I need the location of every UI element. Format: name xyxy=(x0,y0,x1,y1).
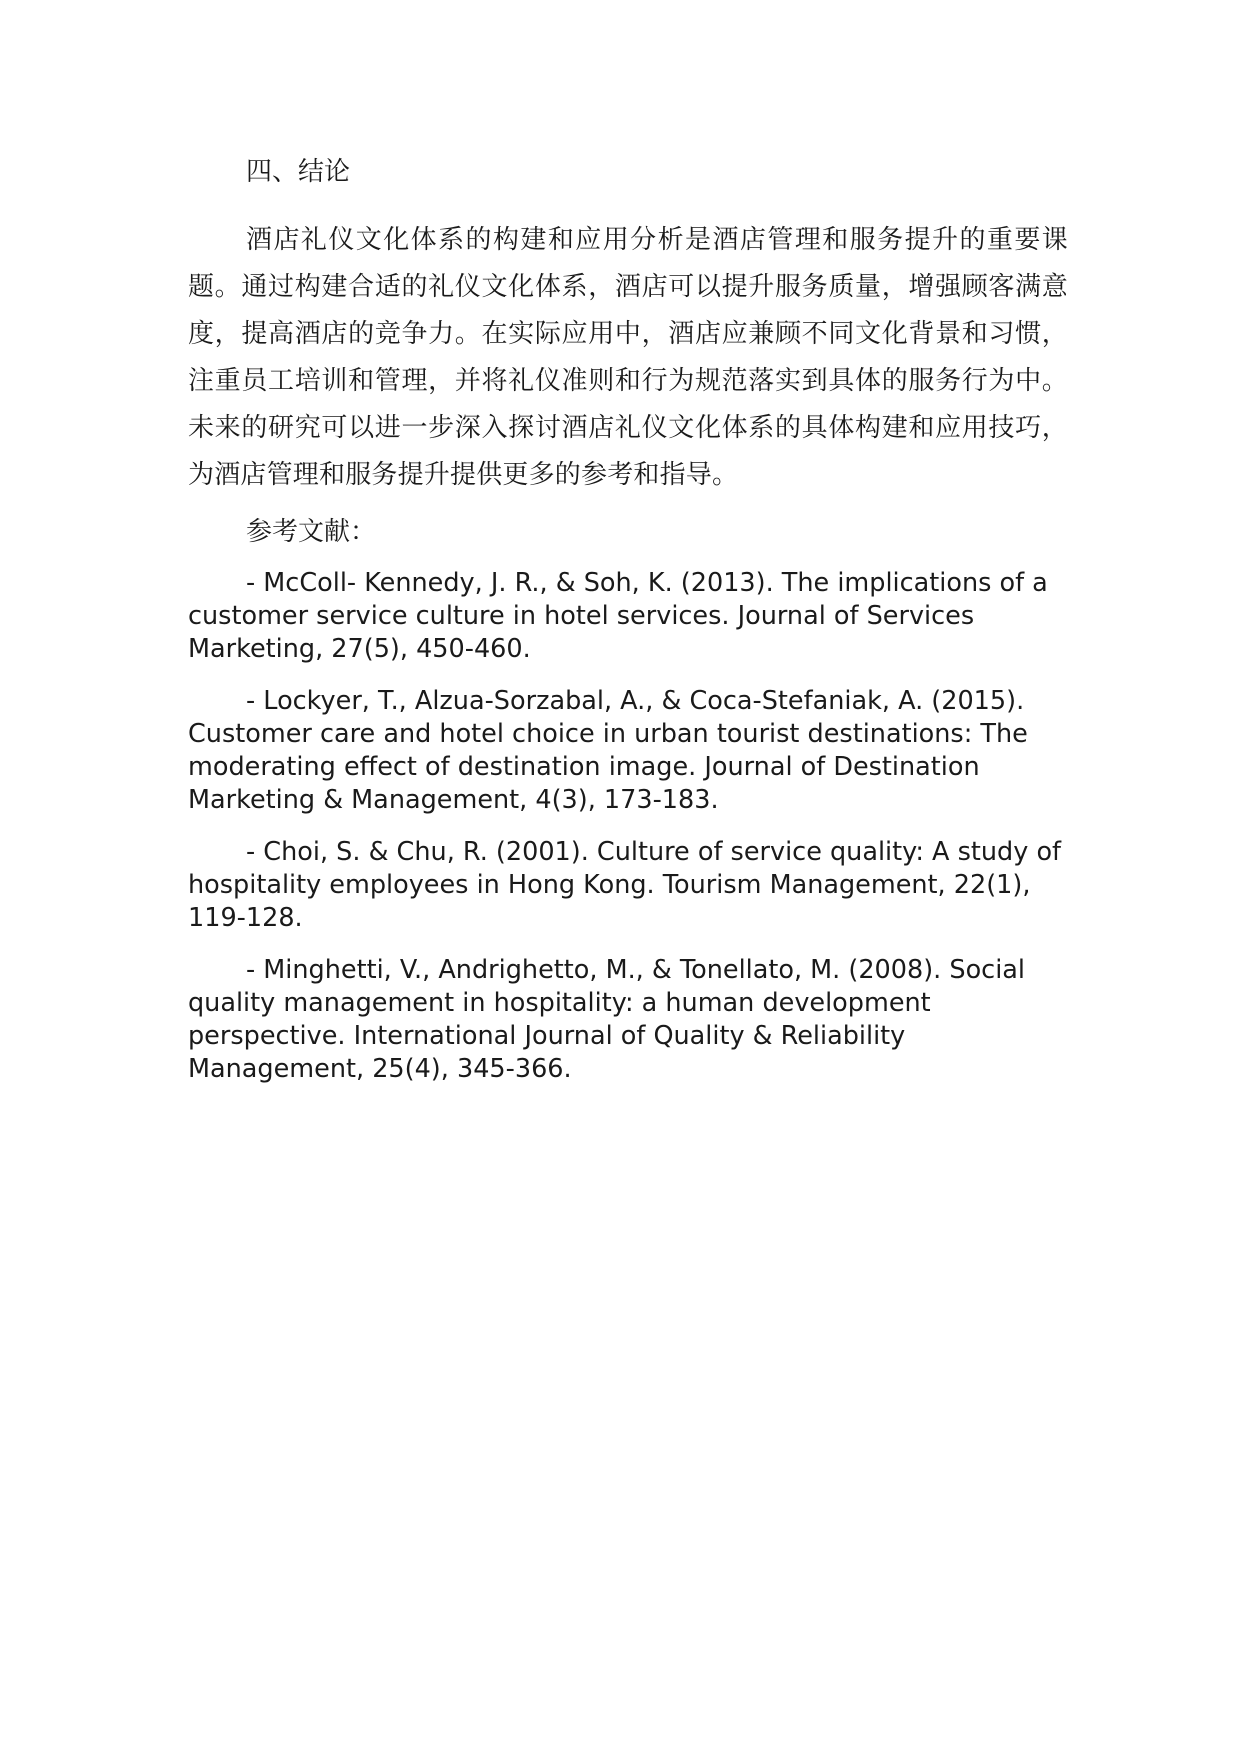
reference-item: - Choi, S. & Chu, R. (2001). Culture of service quality: A study of hospitality employees in Hong Kong. Tourism Management, 22(1), 119-128. xyxy=(188,837,1062,933)
page-content xyxy=(188,155,1068,1105)
references-title: 参考文献： xyxy=(246,517,377,547)
reference-item: - Lockyer, T., Alzua-Sorzabal, A., & Coca-Stefaniak, A. (2015). Customer care and hotel choice in urban tourist destinations: The moderating effect of destination image. Journal of Destination Marketing & Management, 4(3), 173-183. xyxy=(188,686,1028,815)
reference-item: - Minghetti, V., Andrighetto, M., & Tonellato, M. (2008). Social quality management in hospitality: a human development perspective. International Journal of Quality & Reliability Management, 25(4), 345-366. xyxy=(188,955,1025,1084)
reference-item: - McColl- Kennedy, J. R., & Soh, K. (2013). The implications of a customer service culture in hotel services. Journal of Services Marketing, 27(5), 450-460. xyxy=(188,568,1048,664)
conclusion-paragraph: 酒店礼仪文化体系的构建和应用分析是酒店管理和服务提升的重要课题。通过构建合适的礼仪文化体系，酒店可以提升服务质量，增强顾客满意度，提高酒店的竞争力。在实际应用中，酒店应兼顾不同文化背景和习惯，注重员工培训和管理，并将礼仪准则和行为规范落实到具体的服务行为中。未来的研究可以进一步深入探讨酒店礼仪文化体系的具体构建和应用技巧，为酒店管理和服务提升提供更多的参考和指导。 xyxy=(188,225,1068,490)
section-heading: 四、结论 xyxy=(246,157,351,187)
